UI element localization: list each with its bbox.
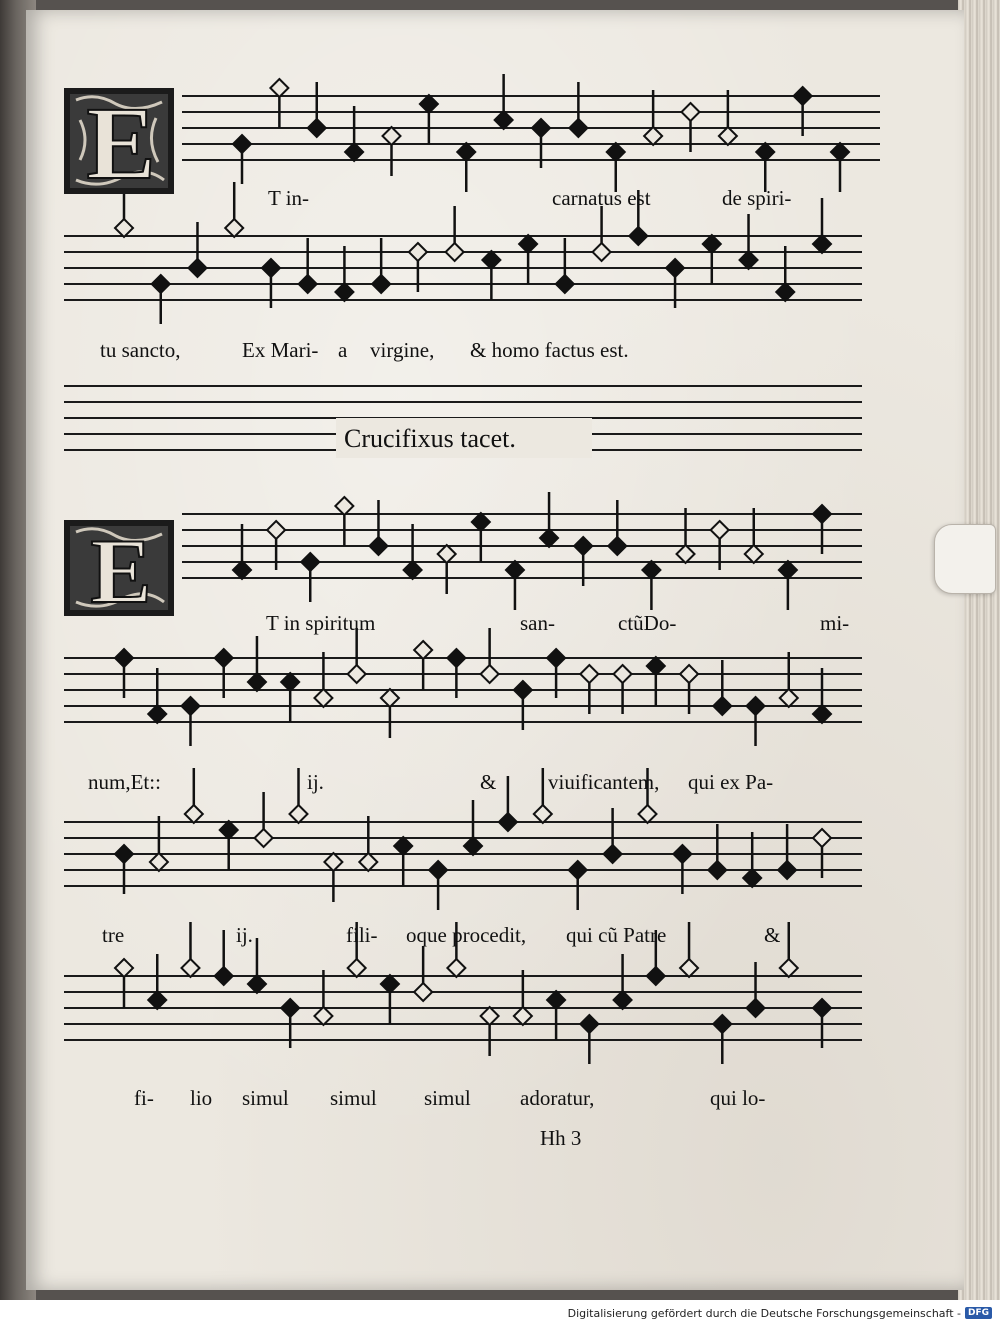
lyrics-line-6 xyxy=(102,923,780,947)
note-head xyxy=(713,697,731,715)
lyric: tre xyxy=(102,923,125,947)
note-head xyxy=(708,861,726,879)
note-head xyxy=(703,235,721,253)
note-head xyxy=(677,545,695,563)
note-head xyxy=(215,967,233,985)
lyric: simul xyxy=(330,1086,377,1110)
lyric: ij. xyxy=(307,770,324,794)
note-head xyxy=(420,95,438,113)
note-head xyxy=(148,991,166,1009)
note-head xyxy=(152,275,170,293)
lyric: lio xyxy=(190,1086,213,1110)
note-head xyxy=(472,513,490,531)
note-head xyxy=(383,127,401,145)
initial-letter-2: E xyxy=(90,520,152,622)
lyric: a xyxy=(338,338,348,362)
note-head xyxy=(514,1007,532,1025)
lyric: ctũDo- xyxy=(618,611,677,635)
lyric: san- xyxy=(520,611,555,635)
note-head xyxy=(614,665,632,683)
lyrics-line-7 xyxy=(134,1086,765,1110)
note-head xyxy=(314,689,332,707)
note-head xyxy=(506,561,524,579)
note-head xyxy=(457,143,475,161)
note-head xyxy=(185,805,203,823)
note-head xyxy=(438,545,456,563)
note-head xyxy=(248,975,266,993)
note-head xyxy=(233,135,251,153)
note-head xyxy=(580,665,598,683)
lyrics-line-5 xyxy=(88,770,773,794)
note-head xyxy=(608,537,626,555)
lyric: fi- xyxy=(134,1086,154,1110)
lyric: T in- xyxy=(268,186,310,210)
note-head xyxy=(482,251,500,269)
note-head xyxy=(359,853,377,871)
note-head xyxy=(780,689,798,707)
note-head xyxy=(348,665,366,683)
note-head xyxy=(745,545,763,563)
initial-letter-1: E xyxy=(86,86,156,201)
note-head xyxy=(348,959,366,977)
note-head xyxy=(345,143,363,161)
note-head xyxy=(324,853,342,871)
note-head xyxy=(220,821,238,839)
note-head xyxy=(255,829,273,847)
note-head xyxy=(519,235,537,253)
note-head xyxy=(778,861,796,879)
decorated-initial-1 xyxy=(64,86,174,201)
lyric: qui lo- xyxy=(710,1086,766,1110)
note-head xyxy=(534,805,552,823)
notes xyxy=(115,74,849,1064)
note-head xyxy=(446,243,464,261)
lyric: oque procedit, xyxy=(406,923,527,947)
note-head xyxy=(647,967,665,985)
note-head xyxy=(780,959,798,977)
note-head xyxy=(409,243,427,261)
lyric: fili- xyxy=(346,923,378,947)
note-head xyxy=(569,861,587,879)
note-head xyxy=(747,697,765,715)
note-head xyxy=(547,649,565,667)
note-head xyxy=(813,505,831,523)
note-head xyxy=(644,127,662,145)
lyric: simul xyxy=(242,1086,289,1110)
note-head xyxy=(666,259,684,277)
note-head xyxy=(680,959,698,977)
note-head xyxy=(429,861,447,879)
note-head xyxy=(813,705,831,723)
decorated-initial-2 xyxy=(64,520,174,622)
note-head xyxy=(115,959,133,977)
note-head xyxy=(713,1015,731,1033)
note-head xyxy=(215,649,233,667)
note-head xyxy=(813,235,831,253)
note-head xyxy=(580,1015,598,1033)
note-head xyxy=(308,119,326,137)
lyric: mi- xyxy=(820,611,850,635)
lyric: simul xyxy=(424,1086,471,1110)
note-head xyxy=(614,991,632,1009)
note-head xyxy=(813,999,831,1017)
note-head xyxy=(281,673,299,691)
note-head xyxy=(481,665,499,683)
lyrics-line-4 xyxy=(266,611,849,635)
lyric: Ex Mari- xyxy=(242,338,319,362)
note-head xyxy=(414,641,432,659)
note-head xyxy=(181,959,199,977)
lyrics-line-1 xyxy=(268,186,791,210)
note-head xyxy=(150,853,168,871)
lyrics-line-2 xyxy=(100,338,629,362)
note-head xyxy=(711,521,729,539)
note-head xyxy=(740,251,758,269)
note-head xyxy=(813,829,831,847)
lyric: tu sancto, xyxy=(100,338,181,362)
note-head xyxy=(188,259,206,277)
note-head xyxy=(743,869,761,887)
page-signature: Hh 3 xyxy=(540,1126,582,1150)
note-head xyxy=(225,219,243,237)
note-head xyxy=(447,959,465,977)
staves xyxy=(64,96,880,1040)
note-head xyxy=(464,837,482,855)
lyric: & xyxy=(764,923,781,947)
note-head xyxy=(262,259,280,277)
note-head xyxy=(607,143,625,161)
note-head xyxy=(301,553,319,571)
note-head xyxy=(499,813,517,831)
note-head xyxy=(547,991,565,1009)
note-head xyxy=(404,561,422,579)
note-head xyxy=(680,665,698,683)
note-head xyxy=(831,143,849,161)
lyric: de spiri- xyxy=(722,186,792,210)
crucifixus-tacet-title: Crucifixus tacet. xyxy=(344,424,516,453)
lyric: adoratur, xyxy=(520,1086,595,1110)
note-head xyxy=(776,283,794,301)
note-head xyxy=(115,649,133,667)
note-head xyxy=(414,983,432,1001)
note-head xyxy=(115,845,133,863)
lyric: virgine, xyxy=(370,338,435,362)
note-head xyxy=(747,999,765,1017)
note-head xyxy=(532,119,550,137)
lyric: qui cũ Patre xyxy=(566,923,667,947)
note-head xyxy=(514,681,532,699)
lyric: T in spiritum xyxy=(266,611,376,635)
dfg-logo: DFG xyxy=(965,1307,992,1319)
note-head xyxy=(381,975,399,993)
lyric: ij. xyxy=(236,923,253,947)
note-head xyxy=(719,127,737,145)
note-head xyxy=(574,537,592,555)
note-head xyxy=(756,143,774,161)
note-head xyxy=(604,845,622,863)
footer-bar xyxy=(0,1300,1000,1326)
note-head xyxy=(290,805,308,823)
note-head xyxy=(394,837,412,855)
note-head xyxy=(447,649,465,667)
note-head xyxy=(335,283,353,301)
footer-credit: Digitalisierung gefördert durch die Deutsche Forschungsgemeinschaft - xyxy=(567,1306,961,1320)
note-head xyxy=(495,111,513,129)
note-head xyxy=(794,87,812,105)
note-head xyxy=(270,79,288,97)
lyric: viuificantem, xyxy=(548,770,660,794)
lyric: & xyxy=(480,770,497,794)
note-head xyxy=(569,119,587,137)
lyric: num,Et:: xyxy=(88,770,161,794)
note-head xyxy=(779,561,797,579)
note-head xyxy=(540,529,558,547)
note-head xyxy=(682,103,700,121)
note-head xyxy=(639,805,657,823)
lyric: qui ex Pa- xyxy=(688,770,774,794)
note-head xyxy=(281,999,299,1017)
note-head xyxy=(593,243,611,261)
note-head xyxy=(673,845,691,863)
note-head xyxy=(647,657,665,675)
note-head xyxy=(556,275,574,293)
note-head xyxy=(299,275,317,293)
note-head xyxy=(629,227,647,245)
note-head xyxy=(642,561,660,579)
lyric: carnatus est xyxy=(552,186,651,210)
note-head xyxy=(335,497,353,515)
note-head xyxy=(314,1007,332,1025)
note-head xyxy=(372,275,390,293)
lyric: & homo factus est. xyxy=(470,338,629,362)
note-head xyxy=(381,689,399,707)
note-head xyxy=(181,697,199,715)
note-head xyxy=(148,705,166,723)
note-head xyxy=(481,1007,499,1025)
note-head xyxy=(115,219,133,237)
note-head xyxy=(369,537,387,555)
note-head xyxy=(248,673,266,691)
note-head xyxy=(267,521,285,539)
note-head xyxy=(233,561,251,579)
